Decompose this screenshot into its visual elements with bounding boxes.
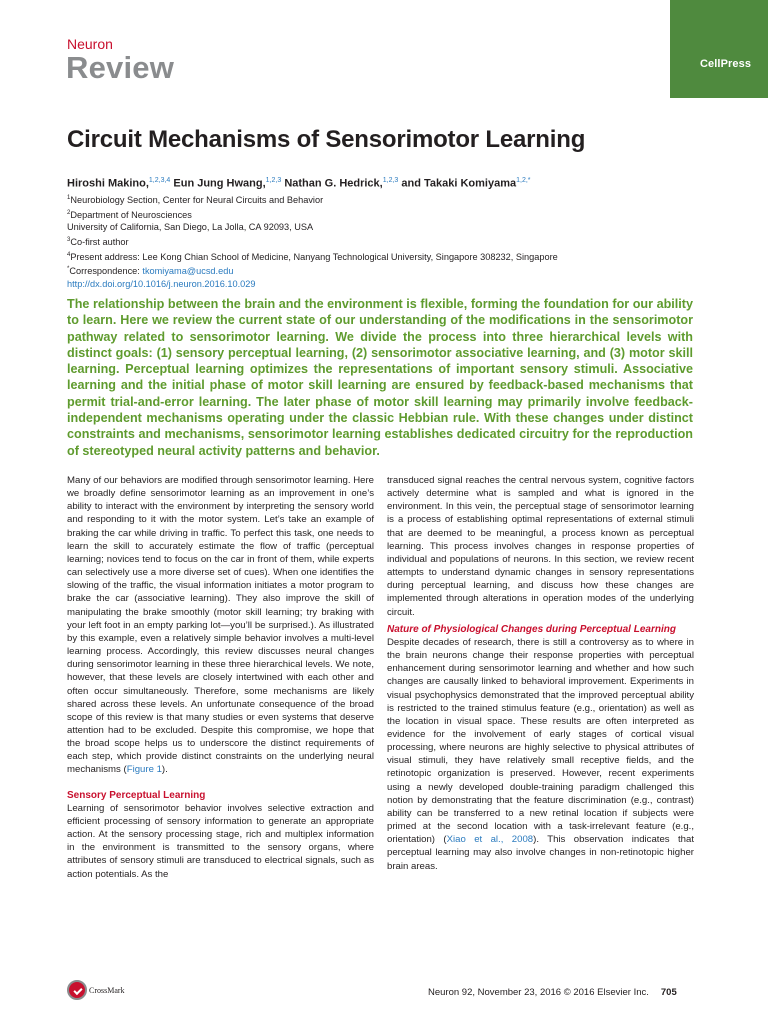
article-title: Circuit Mechanisms of Sensorimotor Learning [67,126,586,153]
author-affiliation-marks: 1,2,3,4 [148,177,171,184]
crossmark-icon [67,980,87,1000]
section-heading: Sensory Perceptual Learning [67,789,206,801]
author-name: Hiroshi Makino, [67,177,149,190]
author-name: Eun Jung Hwang, [173,177,266,190]
author-name: Nathan G. Hedrick, [284,177,383,190]
author-affiliation-marks: 1,2,* [516,177,531,184]
body-paragraph: Learning of sensorimotor behavior involves selective extraction and efficient processing of sensory information to generate an appropriate action. At the sensory processing stage, rich and multiplex information in the environment is transmitted to the sensory organs, where attributes of sensory stimuli are transduced to electrical signals, such as action potentials. As the [67,802,374,880]
publisher-logo [670,0,768,98]
affiliation-line [67,234,558,249]
footer-citation: Neuron 92, November 23, 2016 © 2016 Elsevier Inc. [428,987,649,998]
affiliation-number: 1 [67,195,71,201]
affiliation-line [67,207,558,222]
abstract: The relationship between the brain and the environment is flexible, forming the foundation for our ability to learn. Here we review the current state of our understanding of the modifications in the sensorimotor pathway related to sensorimotor learning. We divide the process into three hierarchical levels with distinct goals: (1) sensory perceptual learning, (2) sensorimotor associative learning, and (3) motor skill learning. Perceptual learning optimizes the representations of important sensory stimuli. Associative learning and the initial phase of motor skill learning are ensured by feedback-based mechanisms that permit trial-and-error learning. The later phase of motor skill learning may primarily involve feedback-independent mechanisms operating under the classic Hebbian rule. With these changes under distinct constraints and mechanisms, sensorimotor learning establishes dedicated circuitry for the reproduction of stereotyped neural activity patterns and behavior. [67,297,693,458]
correspondence-label: Correspondence: [69,266,143,277]
author-affiliation-marks: 1,2,3 [382,177,399,184]
page-footer [428,987,677,998]
page-number: 705 [660,987,677,998]
body-column-right [387,474,694,873]
affiliation-line: University of California, San Diego, La Jolla, CA 92093, USA [67,222,314,233]
figure-reference-link[interactable]: Figure 1 [126,764,162,776]
affiliation-line [67,249,558,264]
body-paragraph: transduced signal reaches the central nervous system, cognitive factors actively determine what is sampled and what is ignored in the environment. In this vein, the perceptual stage of sensorimotor learning is a process of establishing optimal representations of external stimuli that are deemed to be meaningful, a process known as perceptual learning. This process involves changes in response properties of individual and populations of neurons. In this section, we review recent attempts to understand dynamic changes in sensory representations during perceptual learning, and discuss how these changes are implemented through alterations in operation modes of the underlying circuit. [387,475,694,618]
affiliation-line [67,192,558,207]
affiliation-number: 2 [67,209,71,216]
body-column-left [67,474,374,881]
affiliation-number: 3 [67,236,71,243]
body-text: Many of our behaviors are modified through sensorimotor learning. Here we broadly define sensorimotor learning as an improvement in one’s ability to interact with the environment by interpreting the sensory world and responding to it with the motor system. Let’s take an example of braking the car while driving in traffic. To perfect this task, one needs to learn the skill to accurately estimate the flow of traffic (perceptual learning; novices tend to focus on the car in front of them, while experts can selectively use a more diverse set of cues). When one identifies the slowing of the traffic, the visual information initiates a motor program to brake the car (associative learning). They also improve the skill of manipulating the brake smoothly (motor skill learning; try braking with your left foot in an empty parking lot—you’ll be surprised.). As illustrated by this example, even a relatively simple behavior involves a multi-level learning process. Accordingly, this review discusses neural changes during sensorimotor learning in these three hierarchical levels. We note, however, that these levels are closely intertwined with each other and often occur simultaneously. Therefore, some mechanisms are likely shared across these levels. An unfortunate consequence of the broad scope of this review is that many studies or even systems that deserve attention had to be excluded. Despite this compromise, we hope that the broad scope helps us to underscore the distinct requirements of each step, which provide distinct constraints on the underlying neural mechanisms ( [67,475,374,776]
affiliation-text: Present address: Lee Kong Chian School of Medicine, Nanyang Technological University, Singapore 308232, Singapore [70,251,558,262]
body-text: ). [161,764,168,776]
correspondence-line [67,263,558,278]
author-name: and Takaki Komiyama [401,177,517,190]
doi-line [67,278,558,291]
journal-name: Neuron [67,36,113,52]
affiliation-text: Department of Neurosciences [70,209,192,220]
body-paragraph [67,474,374,777]
affiliation-number: 4 [67,251,71,258]
author-affiliation-marks: 1,2,3 [265,177,282,184]
affiliation-text: Neurobiology Section, Center for Neural Circuits and Behavior [70,195,324,206]
crossmark-badge[interactable] [67,980,125,1000]
subsection-heading: Nature of Physiological Changes during Perceptual Learning [387,623,676,635]
article-type-label: Review [66,50,175,85]
body-paragraph [387,636,694,873]
publisher-logo-text: CellPress [700,58,752,70]
crossmark-label: CrossMark [89,985,125,995]
body-text: Despite decades of research, there is still a controversy as to where in the brain neurons change their response properties with perceptual enhancement during sensorimotor learning and whether and how such changes are causally linked to behavioral improvement. Experiments in visual psychophysics demonstrated that the improved perceptual ability is restricted to the trained stimulus feature (e.g., orientation) as well as the location in visual space. These results are often interpreted as evidence for the involvement of early stages of cortical visual processing, where neurons are highly selective to physical attributes of visual stimuli, they have relatively small receptive fields, and the retinotopic organization is preserved. However, recent experiments using a newly developed double-training paradigm challenged this notion by demonstrating that the feature discrimination (e.g., contrast) ability can be transferred to a new retinal location if subjects were primed at the second location with a task-irrelevant feature (e.g., orientation) ( [387,636,694,846]
body-text: ). This observation indicates that perceptual learning may also involve changes in non-retinotopic higher brain areas. [387,834,694,872]
affiliations [67,192,558,290]
correspondence-mark: * [67,266,70,273]
affiliation-text: Co-first author [70,236,129,247]
correspondence-email-link[interactable]: tkomiyama@ucsd.edu [142,266,234,277]
citation-link[interactable]: Xiao et al., 2008 [446,834,534,846]
doi-link[interactable]: http://dx.doi.org/10.1016/j.neuron.2016.10.029 [67,278,256,289]
author-list [67,177,531,190]
